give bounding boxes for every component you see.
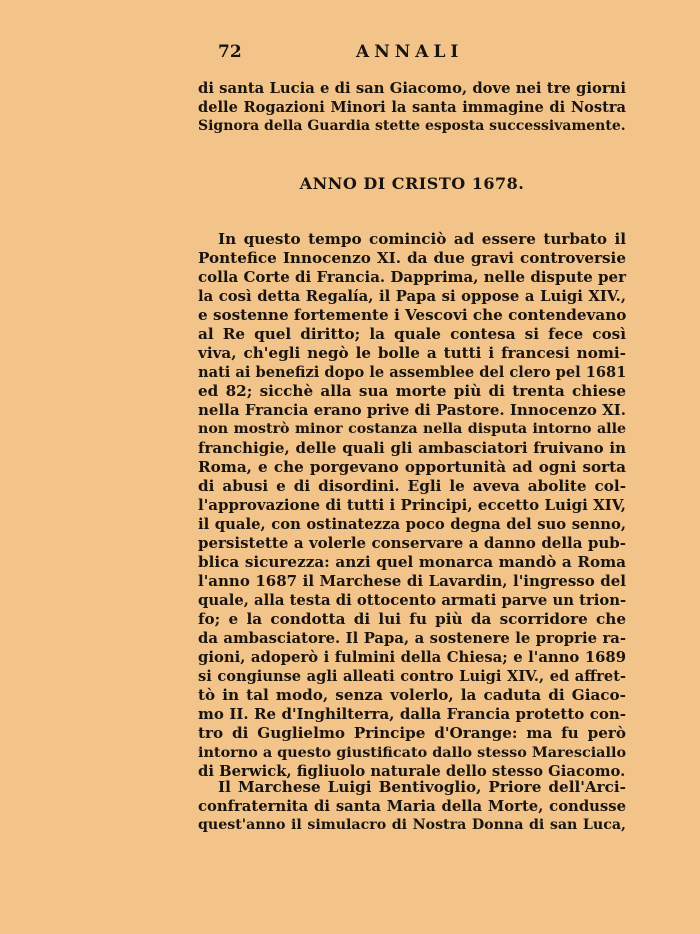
text-line: franchigie, delle quali gli ambasciatori fruivano in	[198, 439, 626, 457]
running-head: ANNALI	[356, 42, 464, 62]
text-line: Il Marchese Luigi Bentivoglio, Priore dell'Arci-	[218, 778, 626, 796]
text-line: tò in tal modo, senza volerlo, la caduta di Giaco-	[198, 686, 626, 704]
intro-paragraph	[198, 79, 626, 136]
text-line: delle Rogazioni Minori la santa immagine di Nostra	[198, 99, 626, 116]
text-line: si congiunse agli alleati contro Luigi XIV., ed affret-	[198, 668, 626, 685]
text-line: di abusi e di disordini. Egli le aveva abolite col-	[198, 477, 626, 495]
text-line: quale, alla testa di ottocento armati parve un trion-	[198, 592, 627, 609]
text-line: nella Francia erano prive di Pastore. Innocenzo XI.	[198, 401, 626, 419]
text-line: intorno a questo giustificato dallo stesso Maresciallo	[198, 744, 627, 761]
page-header	[200, 42, 630, 64]
text-line: gioni, adoperò i fulmini della Chiesa; e l'anno 1689	[198, 649, 626, 666]
text-line: l'anno 1687 il Marchese di Lavardin, l'ingresso del	[198, 572, 626, 590]
text-line: la così detta Regalía, il Papa si oppose a Luigi XIV.,	[198, 288, 626, 305]
text-line: da ambasciatore. Il Papa, a sostenere le proprie ra-	[198, 630, 626, 647]
second-paragraph	[198, 778, 626, 835]
page-number: 72	[218, 42, 242, 62]
text-line: Signora della Guardia stette esposta successivamente.	[198, 118, 626, 134]
text-line: ed 82; sicchè alla sua morte più di trenta chiese	[198, 382, 626, 400]
text-line: quest'anno il simulacro di Nostra Donna di san Luca,	[198, 817, 626, 833]
text-line: blica sicurezza: anzi quel monarca mandò a Roma	[198, 553, 626, 571]
text-line: mo II. Re d'Inghilterra, dalla Francia protetto con-	[198, 705, 626, 723]
text-line: di santa Lucia e di san Giacomo, dove nei tre giorni	[198, 80, 626, 97]
text-line: il quale, con ostinatezza poco degna del suo senno,	[198, 516, 626, 533]
text-line: In questo tempo cominciò ad essere turbato il	[218, 230, 626, 248]
text-line: nati ai benefizi dopo le assemblee del clero pel 1681	[198, 364, 627, 381]
text-line: di Berwick, figliuolo naturale dello stesso Giacomo.	[198, 763, 626, 780]
text-line: e sostenne fortemente i Vescovi che contendevano	[198, 306, 627, 324]
main-paragraph	[198, 230, 626, 781]
text-line: fo; e la condotta di lui fu più da scorridore che	[198, 610, 626, 628]
text-line: l'approvazione di tutti i Principi, eccetto Luigi XIV,	[198, 496, 626, 514]
text-line: confraternita di santa Maria della Morte, condusse	[198, 798, 626, 815]
text-line: tro di Guglielmo Principe d'Orange: ma fu però	[198, 724, 626, 742]
section-heading: ANNO DI CRISTO 1678.	[299, 174, 525, 193]
text-line: Pontefice Innocenzo XI. da due gravi controversie	[198, 249, 626, 267]
text-line: Roma, e che porgevano opportunità ad ogni sorta	[198, 458, 626, 476]
text-line: non mostrò minor costanza nella disputa intorno alle	[198, 421, 626, 437]
text-line: al Re quel diritto; la quale contesa si fece così	[198, 325, 626, 343]
text-line: viva, ch'egli negò le bolle a tutti i francesi nomi-	[198, 344, 626, 362]
text-line: persistette a volerle conservare a danno della pub-	[198, 534, 626, 552]
text-line: colla Corte di Francia. Dapprima, nelle dispute per	[198, 268, 626, 286]
